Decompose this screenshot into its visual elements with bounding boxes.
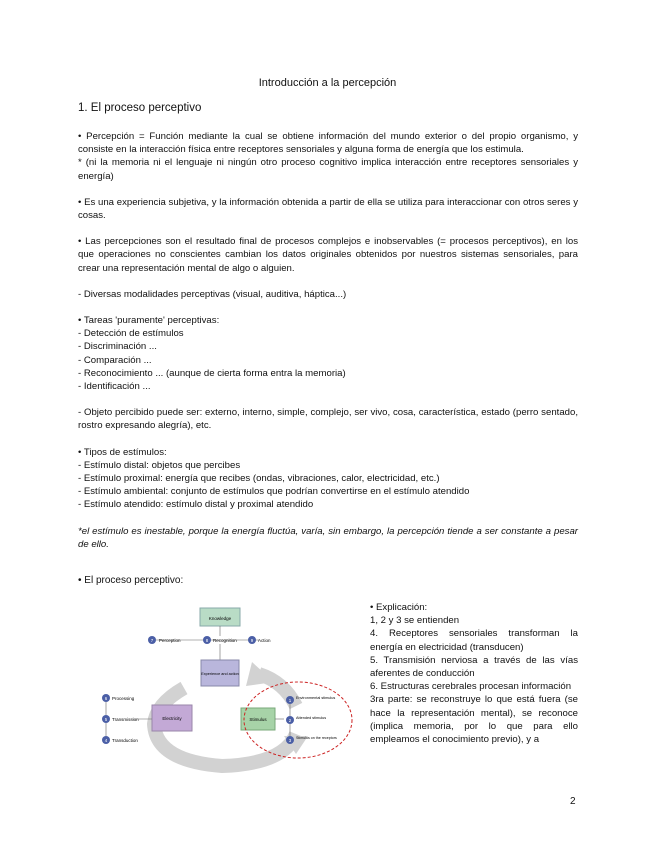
- list-item: - Estímulo ambiental: conjunto de estímulos que podrían convertirse en el estímulo atendido: [78, 486, 470, 498]
- explicacion-line: • Explicación:: [370, 602, 428, 613]
- electricity-label: Electricity: [162, 716, 182, 721]
- step-number: 8: [205, 638, 209, 643]
- attended-label: Attended stimulus: [296, 716, 327, 720]
- experience-label: Experience and action: [201, 672, 239, 676]
- step-number: 9: [250, 638, 254, 643]
- explicacion-line: 3ra parte: se reconstruye lo que está fuera (se hace la representación mental), se reconoce (implica memoria, por lo que para ello empleamos el conocimiento previo), y a: [370, 694, 578, 746]
- step-number: 6: [104, 696, 108, 701]
- paragraph-percepciones: • Las percepciones son el resultado final de procesos complejos e inobservables (= procesos perceptivos), en los que operaciones no conscientes cambian los datos originales obtenidos por nuestros sistemas sensoriales, para crear una representación mental de algo o alguien.: [78, 236, 578, 274]
- list-item: - Estímulo proximal: energía que recibes (ondas, vibraciones, calor, electricidad, etc.): [78, 473, 440, 485]
- list-item: - Estímulo distal: objetos que percibes: [78, 459, 241, 471]
- list-item: - Estímulo atendido: estímulo distal y proximal atendido: [78, 499, 314, 511]
- receptors-label: Stimulus on the receptors: [296, 736, 337, 740]
- page-number: 2: [570, 796, 576, 807]
- list-item: - Reconocimiento ... (aunque de cierta forma entra la memoria): [78, 367, 346, 379]
- explicacion-line: 6. Estructuras cerebrales procesan información: [370, 681, 572, 693]
- transmission-label: Transmission: [112, 717, 139, 722]
- explicacion-line: 5. Transmisión nerviosa a través de las vías aferentes de conducción: [370, 654, 578, 680]
- italic-note: *el estímulo es inestable, porque la energía fluctúa, varía, sin embargo, la percepción tiende a ser constante a pesar de ello.: [78, 525, 578, 550]
- stimulus-label: Stimulus: [249, 717, 267, 722]
- environmental-label: Environmental stimulus: [296, 696, 336, 700]
- step-number: 4: [104, 738, 108, 743]
- perceptual-process-diagram: [84, 596, 359, 776]
- tareas-list: [78, 314, 578, 393]
- body-text: [78, 130, 578, 564]
- page-title: Introducción a la percepción: [258, 77, 397, 89]
- step-number: 5: [104, 717, 108, 722]
- tipos-heading: • Tipos de estímulos:: [78, 446, 167, 458]
- explicacion-line: 4. Receptores sensoriales transforman la energía en electricidad (transducen): [370, 628, 578, 653]
- paragraph-modalidades: - Diversas modalidades perceptivas (visual, auditiva, háptica...): [78, 288, 347, 300]
- explicacion-block: [370, 601, 578, 746]
- action-label: Action: [258, 638, 271, 643]
- recognition-label: Recognition: [213, 638, 237, 643]
- transduction-label: Transduction: [112, 738, 138, 743]
- perception-label: Perception: [159, 638, 181, 643]
- paragraph-percepcion: • Percepción = Función mediante la cual se obtiene información del mundo exterior o del propio organismo, y consiste en la interacción física entre receptores sensoriales y alguna forma de energía que los estimula.: [78, 131, 578, 156]
- paragraph-percepcion-note: * (ni la memoria ni el lenguaje ni ningún otro proceso cognitivo implica interacción entre receptores sensoriales y energía): [78, 157, 578, 182]
- processing-label: Processing: [112, 696, 135, 701]
- knowledge-label: Knowledge: [208, 616, 232, 621]
- paragraph-objeto: - Objeto percibido puede ser: externo, interno, simple, complejo, ser vivo, cosa, característica, estado (perro sentado, rostro expresando alegría), etc.: [78, 407, 578, 432]
- step-number: 2: [288, 718, 292, 723]
- step-number: 3: [288, 738, 292, 743]
- list-item: - Comparación ...: [78, 354, 152, 366]
- list-item: - Identificación ...: [78, 381, 151, 393]
- explicacion-line: 1, 2 y 3 se entienden: [370, 615, 460, 627]
- paragraph-experiencia: • Es una experiencia subjetiva, y la información obtenida a partir de ella se utiliza para interaccionar con otros seres y cosas.: [78, 196, 578, 222]
- list-item: - Detección de estímulos: [78, 328, 184, 340]
- tipos-list: [78, 446, 578, 512]
- step-number: 7: [150, 638, 154, 643]
- section-heading: 1. El proceso perceptivo: [78, 102, 202, 114]
- step-number: 1: [288, 698, 292, 703]
- tareas-heading: • Tareas 'puramente' perceptivas:: [78, 315, 220, 327]
- proceso-perceptivo-label: • El proceso perceptivo:: [78, 575, 184, 586]
- list-item: - Discriminación ...: [78, 341, 157, 353]
